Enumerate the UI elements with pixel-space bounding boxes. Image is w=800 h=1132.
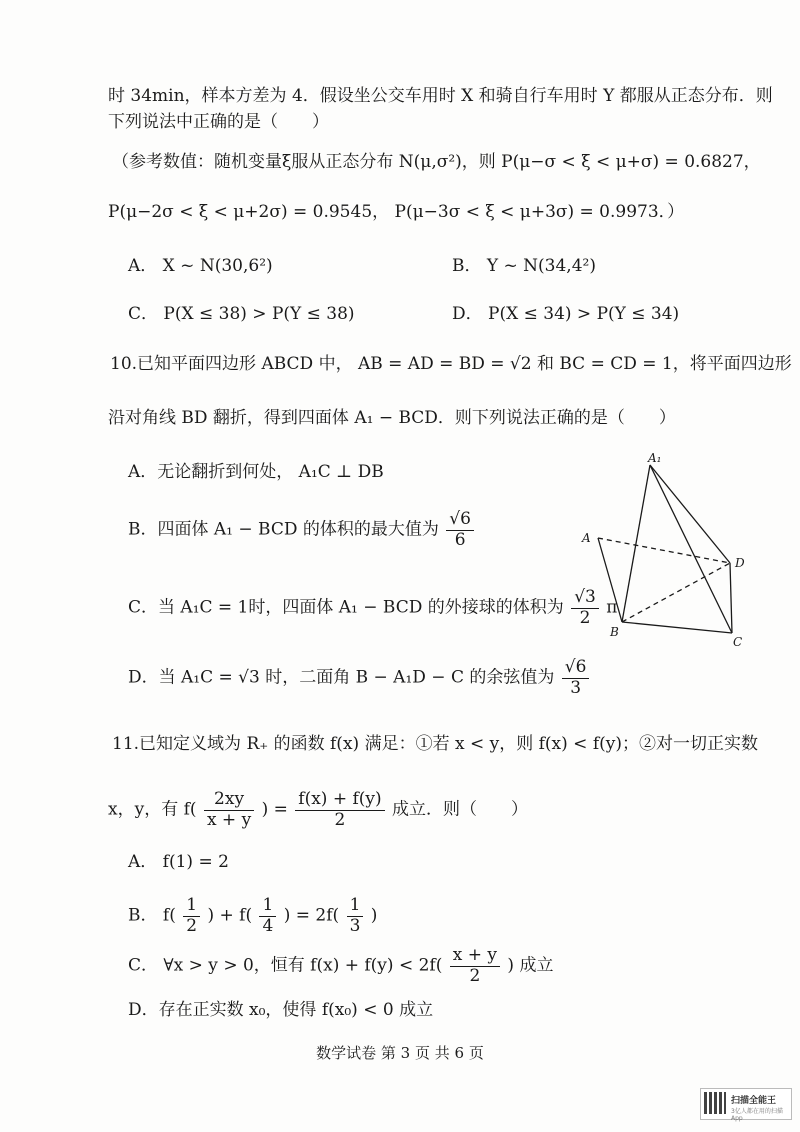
- tetrahedron-figure: [580, 450, 760, 650]
- fraction-numerator: x + y: [450, 946, 500, 967]
- fraction-numerator: 1: [259, 896, 276, 917]
- q9-option-b: B． Y ~ N(34,4²): [452, 256, 596, 276]
- fraction-denominator: 3: [570, 677, 582, 698]
- fraction-third: [347, 896, 364, 936]
- fraction-half: [183, 896, 200, 936]
- q10-option-b-text: B．四面体 A₁ − BCD 的体积的最大值为: [128, 519, 439, 540]
- edge-a-d-dashed: [598, 538, 730, 563]
- badge-subtitle: 3亿人都在用的扫描App: [731, 1108, 783, 1122]
- q9-line1: 时 34min，样本方差为 4．假设坐公交车用时 X 和骑自行车用时 Y 都服从正态分布．则: [108, 86, 773, 106]
- q9-line2: 下列说法中正确的是（ ）: [108, 112, 329, 132]
- q10-option-a: A．无论翻折到何处， A₁C ⊥ DB: [128, 462, 384, 482]
- q10-option-b: [128, 510, 476, 550]
- fraction-denominator: 3: [349, 915, 361, 936]
- label-a1: A₁: [648, 451, 662, 465]
- label-a: A: [582, 531, 591, 545]
- fraction-numerator: 1: [183, 896, 200, 917]
- q11-fraction-1: [204, 790, 254, 830]
- page-footer: 数学试卷 第 3 页 共 6 页: [316, 1044, 484, 1062]
- edge-b-d-dashed: [622, 563, 730, 622]
- fraction-numerator: 2xy: [204, 790, 254, 811]
- q11-option-b-mid2: ) = 2f(: [283, 905, 340, 926]
- q10-option-c: [128, 588, 617, 628]
- fraction-denominator: 2: [334, 809, 346, 830]
- q9-option-d: D． P(X ≤ 34) > P(Y ≤ 34): [452, 304, 680, 324]
- fraction-numerator: √6: [562, 658, 590, 679]
- badge-title: 扫描全能王: [731, 1096, 777, 1106]
- q11-option-d: D．存在正实数 x₀，使得 f(x₀) < 0 成立: [128, 1000, 434, 1020]
- label-c: C: [733, 635, 743, 649]
- label-b: B: [610, 625, 619, 639]
- q9-reference-1: （参考数值：随机变量ξ服从正态分布 N(μ,σ²)，则 P(μ−σ < ξ < μ+σ) = 0.6827，: [112, 152, 761, 172]
- q10-option-b-fraction: [446, 510, 474, 550]
- edge-a-b: [598, 538, 622, 622]
- q11-option-b: [128, 896, 377, 936]
- fraction-denominator: 2: [579, 607, 591, 628]
- pi-symbol: π: [606, 597, 618, 618]
- q11-line2-mid: ) =: [261, 799, 288, 820]
- q11-option-c: [128, 946, 553, 986]
- fraction-denominator: 2: [186, 915, 198, 936]
- q11-line2-post: 成立．则（ ）: [392, 799, 529, 820]
- q11-line2-pre: x，y，有 f(: [108, 799, 197, 820]
- q11-line1: 11.已知定义域为 R₊ 的函数 f(x) 满足：①若 x < y，则 f(x) < f(y)；②对一切正实数: [112, 734, 758, 754]
- fraction-denominator: 2: [469, 965, 481, 986]
- q9-reference-2: P(μ−2σ < ξ < μ+2σ) = 0.9545， P(μ−3σ < ξ < μ+3σ) = 0.9973．）: [108, 202, 685, 222]
- scanner-badge: [700, 1088, 792, 1120]
- q9-option-c: C． P(X ≤ 38) > P(Y ≤ 38): [128, 304, 355, 324]
- q11-option-b-mid1: ) + f(: [207, 905, 253, 926]
- q10-option-d-fraction: [562, 658, 590, 698]
- fraction-numerator: 1: [347, 896, 364, 917]
- q11-option-c-pre: C． ∀x > y > 0，恒有 f(x) + f(y) < 2f(: [128, 955, 443, 976]
- fraction-numerator: √6: [446, 510, 474, 531]
- edge-a1-c: [650, 465, 732, 633]
- fraction-denominator: 6: [454, 529, 466, 550]
- edge-b-c: [622, 622, 732, 633]
- q11-option-b-post: ): [370, 905, 378, 926]
- q10-option-d: [128, 658, 591, 698]
- fraction-denominator: x + y: [206, 809, 252, 830]
- q10-option-c-text: C．当 A₁C = 1时，四面体 A₁ − BCD 的外接球的体积为: [128, 597, 564, 618]
- q11-option-c-post: ) 成立: [507, 955, 554, 976]
- q10-option-d-text: D．当 A₁C = √3 时，二面角 B − A₁D − C 的余弦值为: [128, 667, 555, 688]
- fraction-quarter: [259, 896, 276, 936]
- q9-option-a: A． X ~ N(30,6²): [128, 256, 273, 276]
- fraction-numerator: √3: [571, 588, 599, 609]
- qr-code-icon: [704, 1092, 726, 1114]
- q11-line2: [108, 790, 528, 830]
- q11-fraction-2: [295, 790, 384, 830]
- q11-option-a: A． f(1) = 2: [128, 852, 229, 872]
- fraction-numerator: f(x) + f(y): [295, 790, 384, 811]
- q11-option-c-fraction: [450, 946, 500, 986]
- q11-option-b-pre: B． f(: [128, 905, 176, 926]
- fraction-denominator: 4: [262, 915, 274, 936]
- q10-line2: 沿对角线 BD 翻折，得到四面体 A₁ − BCD．则下列说法正确的是（ ）: [108, 408, 676, 428]
- q10-line1: 10.已知平面四边形 ABCD 中， AB = AD = BD = √2 和 BC = CD = 1，将平面四边形: [110, 354, 792, 374]
- edge-d-c: [730, 563, 732, 633]
- label-d: D: [735, 556, 745, 570]
